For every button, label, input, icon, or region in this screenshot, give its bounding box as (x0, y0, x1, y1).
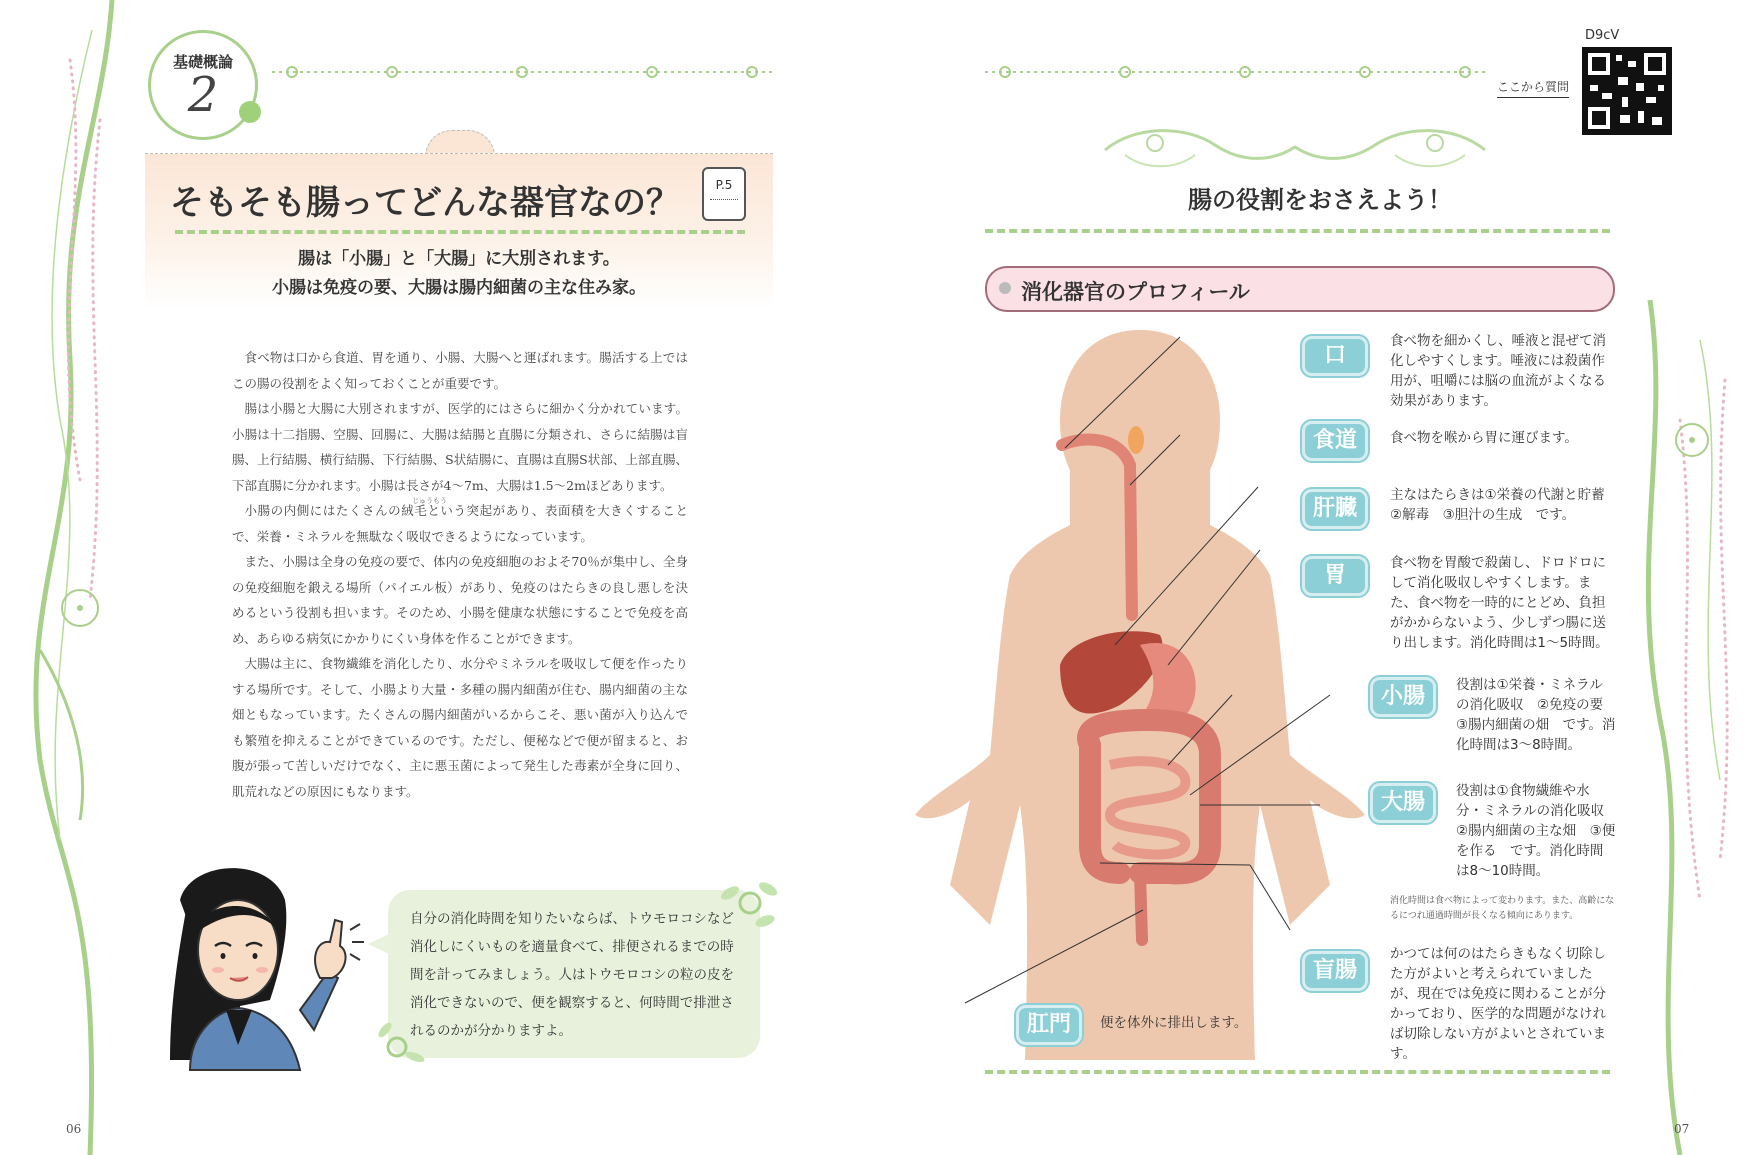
header-ornament (985, 62, 1485, 82)
ruby-annotation: じゅうもう (412, 497, 447, 505)
qr-label: ここから質問 (1497, 78, 1569, 98)
page-reference-label: P.5 (715, 178, 733, 192)
paragraph: 食べ物は口から食道、胃を通り、小腸、大腸へと運ばれます。腸活する上ではこの腸の役割をよく知っておくことが重要です。 (232, 350, 688, 391)
organ-desc-liver: 主なはたらきは①栄養の代謝と貯蓄 ②解毒 ③胆汁の生成 です。 (1390, 487, 1619, 523)
subtitle-line: 腸は「小腸」と「大腸」に大別されます。 (298, 249, 620, 269)
page-number: 06 (66, 1122, 82, 1136)
organ-desc-anus: 便を体外に排出します。 (1100, 1015, 1248, 1031)
organ-tag-large-intestine: 大腸 (1370, 783, 1436, 823)
title-divider (175, 230, 745, 234)
organ-desc-esophagus: 食べ物を喉から胃に運びます。 (1390, 430, 1578, 446)
section-divider (985, 229, 1610, 233)
decorative-vine (0, 0, 120, 1155)
organ-tag-mouth: 口 (1302, 336, 1368, 376)
organ-tag-cecum: 盲腸 (1302, 951, 1368, 991)
section-heading: 腸の役割をおさえよう！ (1188, 186, 1452, 214)
page-number: 07 (1674, 1122, 1690, 1136)
paragraph: 腸は小腸と大腸に大別されますが、医学的にはさらに細かく分かれています。小腸は十二指腸、空腸、回腸に、大腸は結腸と直腸に分類され、さらに結腸は盲腸、上行結腸、横行結腸、下行結腸、S状結腸に、直腸は直腸S状部、上部直腸、下部直腸に分かれます。小腸は長さが4～7m、大腸は1.5～2mほどあります。 (232, 401, 688, 493)
paragraph: 小腸の内側にはたくさんの絨毛という突起があり、表面積を大きくすることで、栄養・ミネラルを無駄なく吸収できるようになっています。 (232, 503, 688, 544)
digestion-time-note: 消化時間は食べ物によって変わります。また、高齢になるにつれ通過時間が長くなる傾向にあります。 (1390, 896, 1615, 921)
organ-tag-stomach: 胃 (1302, 556, 1368, 596)
page-title: そもそも腸ってどんな器官なの？ (170, 183, 680, 223)
chapter-label: 基礎概論 (172, 53, 233, 71)
page-reference-badge (702, 167, 746, 221)
tip-callout-text: 自分の消化時間を知りたいならば、トウモロコシなど消化しにくいものを適量食べて、排便されるまでの時間を計ってみましょう。人はトウモロコシの粒の皮を消化できないので、便を観察すると、何時間で排泄されるのかが分かりますよ。 (410, 911, 734, 1039)
qr-code[interactable] (1582, 47, 1672, 135)
organ-desc-stomach: 食べ物を胃酸で殺菌し、ドロドロにして消化吸収しやすくします。また、食べ物を一時的にとどめ、負担がかからないよう、少しずつ腸に送り出します。消化時間は1～5時間。 (1390, 555, 1609, 651)
profile-bar (985, 266, 1615, 312)
subtitle-line: 小腸は免疫の要、大腸は腸内細菌の主な住み家。 (272, 278, 646, 298)
profile-title: 消化器官のプロフィール (1021, 280, 1250, 304)
organ-tag-esophagus: 食道 (1302, 421, 1368, 461)
header-ornament (272, 62, 772, 82)
body-text (232, 345, 688, 804)
flourish-ornament (1095, 125, 1495, 175)
qr-code-id: D9cV (1585, 28, 1620, 43)
paragraph: また、小腸は全身の免疫の要で、体内の免疫細胞のおよそ70％が集中し、全身の免疫細胞を鍛える場所（パイエル板）があり、免疫のはたらきの良し悪しを決めるという役割も担います。そのため、小腸を健康な状態にすることで免疫を高め、あらゆる病気にかかりにくい身体を作ることができます。 (232, 554, 688, 646)
organ-tag-small-intestine: 小腸 (1370, 677, 1436, 717)
bullet-icon (999, 282, 1011, 294)
chapter-number: 2 (187, 67, 219, 123)
organ-desc-small-intestine: 役割は①栄養・ミネラルの消化吸収 ②免疫の要 ③腸内細菌の畑 です。消化時間は3～8時間。 (1456, 677, 1617, 753)
organ-tag-anus: 肛門 (1016, 1005, 1082, 1045)
callout-pointer (368, 930, 398, 960)
organ-desc-large-intestine: 役割は①食物繊維や水分・ミネラルの消化吸収 ②腸内細菌の主な畑 ③便を作る です。消化時間は8～10時間。 (1456, 783, 1618, 879)
paragraph: 大腸は主に、食物繊維を消化したり、水分やミネラルを吸収して便を作ったりする場所です。そして、小腸より大量・多種の腸内細菌が住む、腸内細菌の主な畑ともなっています。たくさんの腸内細菌がいるからこそ、悪い菌が入り込んでも繁殖を抑えることができているのです。ただし、便秘などで便が留まると、お腹が張って苦しいだけでなく、主に悪玉菌によって発生した毒素が全身に回り、肌荒れなどの原因にもなります。 (232, 656, 688, 799)
decorative-vine (1640, 300, 1755, 1155)
bottom-divider (985, 1070, 1610, 1074)
organ-desc-cecum: かつては何のはたらきもなく切除した方がよいと考えられていましたが、現在では免疫に関わることが分かっており、医学的な問題がなければ切除しない方がよいとされています。 (1390, 946, 1606, 1062)
doctor-illustration (160, 860, 370, 1080)
chapter-badge-dot (239, 101, 261, 123)
organ-desc-mouth: 食べ物を細かくし、唾液と混ぜて消化しやすくします。唾液には殺菌作用が、咀嚼には脳の血流がよくなる効果があります。 (1390, 333, 1606, 409)
chapter-badge (148, 30, 258, 140)
organ-tag-liver: 肝臓 (1302, 489, 1368, 529)
subtitle (145, 245, 773, 303)
